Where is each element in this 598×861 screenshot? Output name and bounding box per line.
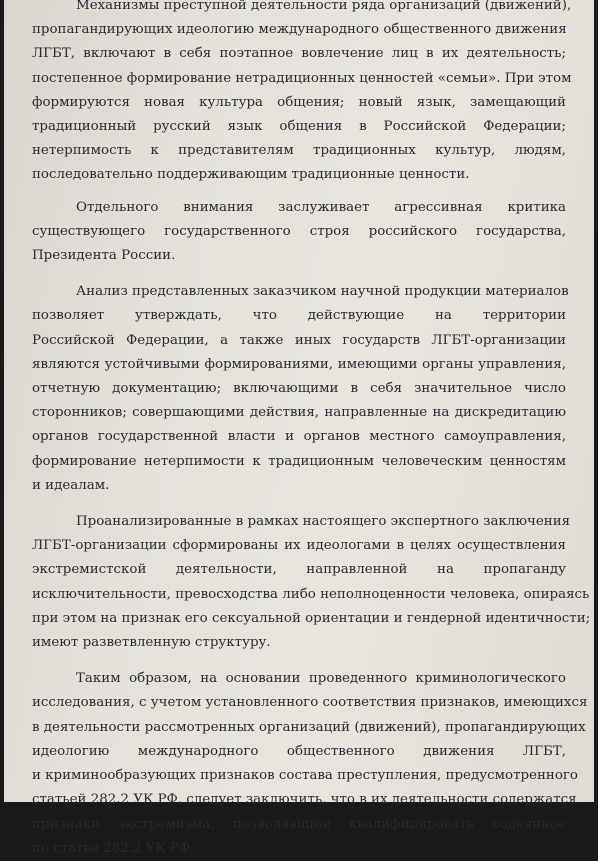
- text-line: органов государственной власти и органов местного самоуправления,: [32, 429, 566, 445]
- text-line: и криминообразующих признаков состава преступления, предусмотренного: [32, 768, 578, 784]
- paragraph-analyzed-organizations: [32, 510, 591, 655]
- text-line: постепенное формирование нетрадиционных ценностей «семьи». При этом: [32, 70, 572, 86]
- paragraph-criminal-mechanisms: [32, 0, 572, 188]
- text-line: сторонников; совершающими действия, направленные на дискредитацию: [32, 405, 566, 421]
- text-line: нетерпимость к представителям традиционных культур, людям,: [32, 143, 566, 159]
- paragraph-critique-of-state: [32, 196, 566, 269]
- text-line: Таким образом, на основании проведенного криминологического: [76, 671, 566, 687]
- text-line: пропагандирующих идеологию международного общественного движения: [32, 22, 567, 38]
- text-line: формируются новая культура общения; новый язык, замещающий: [32, 94, 566, 110]
- text-line: ЛГБТ, включают в себя поэтапное вовлечение лиц в их деятельность;: [32, 46, 566, 62]
- text-line: идеологию международного общественного движения ЛГБТ,: [32, 743, 566, 759]
- text-line: являются устойчивыми формированиями, имеющими органы управления,: [32, 356, 566, 372]
- document-page: [4, 0, 594, 856]
- text-line: в деятельности рассмотренных организаций (движений), пропагандирующих: [32, 719, 586, 735]
- text-line: исключительности, превосходства либо неполноценности человека, опираясь: [32, 586, 590, 602]
- text-line: имеют разветвленную структуру.: [32, 635, 271, 651]
- text-line: Механизмы преступной деятельности ряда организаций (движений),: [76, 0, 572, 13]
- text-line: формирование нетерпимости к традиционным человеческим ценностям: [32, 453, 566, 469]
- paragraph-conclusion: [32, 667, 588, 861]
- text-line: Российской Федерации, а также иных государств ЛГБТ-организации: [32, 332, 566, 348]
- text-line: признаки экстремизма, позволяющие квалифицировать содеянное: [32, 816, 566, 832]
- text-line: Проанализированные в рамках настоящего экспертного заключения: [76, 514, 571, 530]
- text-line: исследования, с учетом установленного соответствия признаков, имеющихся: [32, 695, 588, 711]
- text-line: Президента России.: [32, 248, 176, 264]
- text-line: ЛГБТ-организации сформированы их идеологами в целях осуществления: [32, 538, 566, 554]
- text-line: статьей 282.2 УК РФ, следует заключить, что в их деятельности содержатся: [32, 792, 577, 808]
- paragraph-analysis-of-materials: [32, 280, 569, 498]
- text-line: Анализ представленных заказчиком научной продукции материалов: [76, 284, 569, 300]
- text-line: и идеалам.: [32, 477, 110, 493]
- text-line: существующего государственного строя российского государства,: [32, 223, 566, 239]
- text-line: традиционный русский язык общения в Российской Федерации;: [32, 119, 566, 135]
- text-line: при этом на признак его сексуальной ориентации и гендерной идентичности;: [32, 610, 591, 626]
- text-line: последовательно поддерживающим традиционные ценности.: [32, 167, 470, 183]
- text-line: экстремистской деятельности, направленной на пропаганду: [32, 562, 566, 578]
- text-line: по статье 282.2 УК РФ.: [32, 840, 195, 856]
- text-line: отчетную документацию; включающими в себя значительное число: [32, 381, 566, 397]
- text-line: Отдельного внимания заслуживает агрессивная критика: [76, 199, 566, 215]
- text-line: позволяет утверждать, что действующие на территории: [32, 308, 566, 324]
